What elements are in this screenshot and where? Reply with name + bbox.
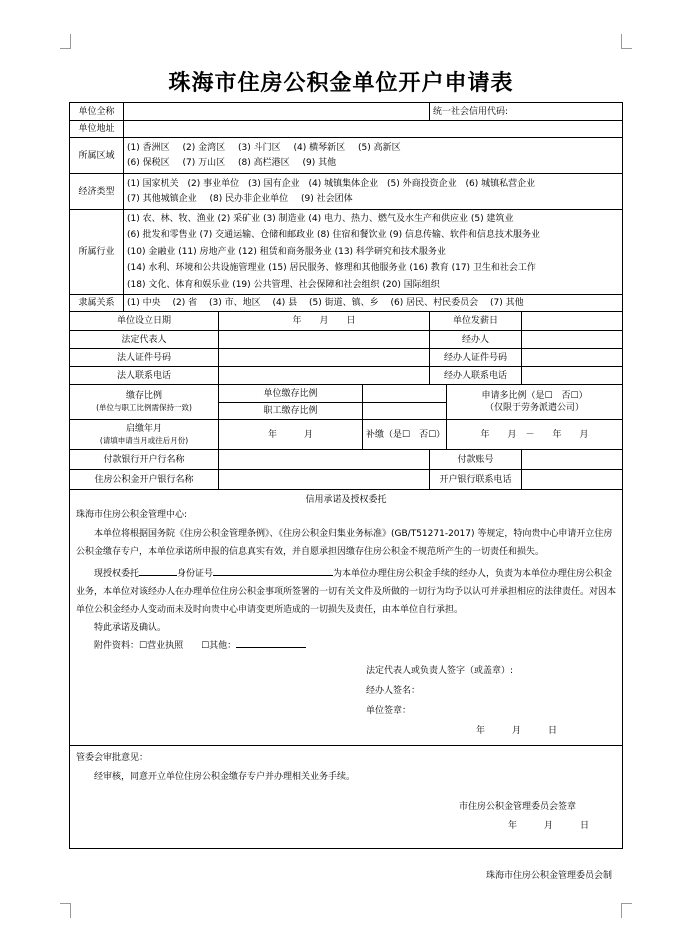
sign-legal[interactable]: 法定代表人或负责人签字（或盖章）:: [366, 666, 514, 676]
deposit-ratio-cell: [70, 385, 219, 420]
pay-account-input[interactable]: [522, 450, 623, 470]
affiliation-options: [124, 295, 623, 312]
economic-type-options: [124, 174, 623, 210]
label-unit-ratio: 单位缴存比例: [219, 385, 363, 403]
approval-seal: 市住房公积金管理委员会签章: [459, 802, 577, 812]
district-option[interactable]: (3) 斗门区: [238, 142, 281, 153]
label-affiliation: 隶属关系: [70, 295, 124, 312]
approval-heading: 管委会审批意见：: [76, 753, 149, 763]
handler-input[interactable]: [522, 331, 623, 349]
bank-phone-input[interactable]: [522, 470, 623, 490]
district-option[interactable]: (1) 香洲区: [127, 142, 170, 153]
pay-bank-name-input[interactable]: [219, 450, 430, 470]
attachments-line: [76, 637, 616, 655]
setup-date-input[interactable]: 年 月 日: [219, 312, 430, 331]
label-bank-phone: 开户银行联系电话: [430, 470, 522, 490]
econ-option[interactable]: (4) 城镇集体企业: [308, 178, 379, 189]
id-number-blank[interactable]: [213, 565, 333, 576]
label-deposit-ratio: 缴存比例: [125, 391, 162, 401]
econ-option[interactable]: (3) 国有企业: [248, 178, 300, 189]
crop-mark-top-right: [621, 34, 632, 49]
label-staff-ratio: 职工缴存比例: [219, 403, 363, 420]
crop-mark-bottom-right: [621, 903, 632, 918]
commitment-paragraph-1: 本单位将根据国务院《住房公积金管理条例》、《住房公积金归集业务标准》(GB/T51271-2017) 等规定，特向贵中心申请开立住房公积金缴存专户，本单位承诺所申报的信息真实有效，并自愿承担因缴存住房公积金不规范所产生的一切责任和损失。: [76, 529, 613, 557]
crop-mark-bottom-left: [60, 903, 71, 918]
sign-unit[interactable]: 单位签章：: [366, 706, 412, 716]
apply-multi-note: （仅限于劳务派遣公司）: [485, 403, 585, 413]
industry-line[interactable]: (6) 批发和零售业 (7) 交通运输、仓储和邮政业 (8) 住宿和餐饮业 (9) 信息传输、软件和信息技术服务业: [127, 230, 541, 241]
footer-issuer: 珠海市住房公积金管理委员会制: [485, 871, 612, 881]
unit-ratio-input[interactable]: [363, 385, 447, 403]
authorize-text-c: 为本单位办理住房公积金手续的经办人，负责为本单位办理住房公积金业务，本单位对该经办人在办理单位住房公积金事项所签署的一切有关文件及所做的一切行为均予以认可并承担相应的法律责任。对因本单位公积金经办人变动而未及时向贵中心申请变更所造成的一切损失及责任，由本单位自行承担。: [76, 569, 617, 615]
district-option[interactable]: (5) 高新区: [358, 142, 401, 153]
commitment-section: [70, 490, 623, 746]
approval-section: [70, 746, 623, 849]
label-pay-account: 付款账号: [430, 450, 522, 470]
start-month-cell: [70, 420, 219, 450]
label-unit-name: 单位全称: [70, 103, 124, 121]
affiliation-option[interactable]: (4) 县: [272, 298, 298, 308]
district-options: [124, 138, 623, 174]
district-option[interactable]: (6) 保税区: [127, 157, 170, 168]
label-fund-bank-name: 住房公积金开户银行名称: [70, 470, 219, 490]
start-month-note: (请填申请当月或往后月份): [99, 435, 189, 445]
district-option[interactable]: (2) 金湾区: [182, 142, 226, 153]
industry-line[interactable]: (1) 农、林、牧、渔业 (2) 采矿业 (3) 制造业 (4) 电力、热力、燃气及水生产和供应业 (5) 建筑业: [127, 213, 514, 224]
legal-rep-input[interactable]: [219, 331, 430, 349]
label-district: 所属区域: [70, 138, 124, 174]
district-option[interactable]: (4) 横琴新区: [293, 142, 346, 153]
commitment-date[interactable]: 年 月 日: [476, 726, 558, 736]
authorize-text-b: 身份证号: [177, 569, 214, 579]
unit-address-input[interactable]: [124, 121, 623, 138]
apply-multi-ratio[interactable]: 申请多比例（是☐ 否☐）: [481, 391, 588, 401]
label-start-month: 启缴年月: [125, 423, 162, 434]
multi-ratio-cell: [447, 385, 623, 420]
industry-line[interactable]: (18) 文化、体育和娱乐业 (19) 公共管理、社会保障和社会组织 (20) 国际组织: [127, 279, 440, 290]
handler-phone-input[interactable]: [522, 367, 623, 385]
label-legal-phone: 法人联系电话: [70, 367, 219, 385]
legal-phone-input[interactable]: [219, 367, 430, 385]
affiliation-option[interactable]: (3) 市、地区: [209, 298, 261, 308]
affiliation-option[interactable]: (5) 街道、镇、乡: [309, 298, 379, 308]
application-form-table: [69, 102, 623, 849]
econ-option[interactable]: (5) 外商投资企业: [387, 178, 457, 189]
district-option[interactable]: (7) 万山区: [182, 157, 226, 168]
payday-input[interactable]: [522, 312, 623, 331]
label-unit-address: 单位地址: [70, 121, 124, 138]
sign-handler[interactable]: 经办人签名：: [366, 686, 421, 696]
authorized-person-blank[interactable]: [139, 565, 177, 576]
credit-code-cell[interactable]: [430, 103, 623, 121]
authorize-text-a: 现授权委托: [94, 569, 140, 579]
econ-option[interactable]: (7) 其他城镇企业: [127, 193, 197, 204]
affiliation-option[interactable]: (7) 其他: [490, 298, 524, 308]
label-pay-bank-name: 付款银行开户行名称: [70, 450, 219, 470]
econ-option[interactable]: (2) 事业单位: [187, 178, 240, 189]
district-option[interactable]: (8) 高栏港区: [238, 157, 290, 168]
label-handler: 经办人: [430, 331, 522, 349]
form-title: 珠海市住房公积金单位开户申请表: [168, 71, 514, 96]
unit-name-input[interactable]: [124, 103, 430, 121]
approval-date[interactable]: 年 月 日: [508, 821, 590, 831]
staff-ratio-input[interactable]: [363, 403, 447, 420]
industry-options: [124, 210, 623, 295]
label-handler-id: 经办人证件号码: [430, 349, 522, 367]
attachments-label[interactable]: 附件资料：☐营业执照 ☐其他：: [94, 641, 237, 651]
affiliation-option[interactable]: (2) 省: [172, 298, 198, 308]
handler-id-input[interactable]: [522, 349, 623, 367]
label-legal-id: 法人证件号码: [70, 349, 219, 367]
crop-mark-top-left: [60, 34, 71, 49]
econ-option[interactable]: (8) 民办非企业单位: [209, 193, 289, 204]
district-option[interactable]: (9) 其他: [302, 157, 337, 168]
commitment-paragraph-3: 特此承诺及确认。: [94, 623, 167, 633]
label-setup-date: 单位设立日期: [70, 312, 219, 331]
industry-line[interactable]: (14) 水利、环境和公共设施管理业 (15) 居民服务、修理和其他服务业 (16) 教育 (17) 卫生和社会工作: [127, 263, 536, 274]
label-industry: 所属行业: [70, 210, 124, 295]
econ-option[interactable]: (9) 社会团体: [301, 193, 353, 204]
industry-line[interactable]: (10) 金融业 (11) 房地产业 (12) 租赁和商务服务业 (13) 科学研究和技术服务业: [127, 246, 446, 257]
commitment-paragraph-2: [76, 565, 616, 619]
commitment-heading: 信用承诺及授权委托: [305, 495, 387, 505]
affiliation-option[interactable]: (1) 中央: [127, 298, 161, 308]
affiliation-option[interactable]: (6) 居民、村民委员会: [390, 298, 479, 308]
label-legal-rep: 法定代表人: [70, 331, 219, 349]
commitment-addressee: 珠海市住房公积金管理中心:: [76, 510, 188, 520]
fund-bank-name-input[interactable]: [219, 470, 430, 490]
label-economic-type: 经济类型: [70, 174, 124, 210]
supplement-range-input[interactable]: 年 月 － 年 月: [447, 420, 623, 450]
econ-option[interactable]: (1) 国家机关: [127, 178, 179, 189]
label-payday: 单位发薪日: [430, 312, 522, 331]
econ-option[interactable]: (6) 城镇私营企业: [465, 178, 536, 189]
start-month-input[interactable]: 年 月: [219, 420, 363, 450]
supplement-option[interactable]: 补缴（是☐ 否☐）: [363, 420, 447, 450]
label-handler-phone: 经办人联系电话: [430, 367, 522, 385]
legal-id-input[interactable]: [219, 349, 430, 367]
label-credit-code: 统一社会信用代码:: [433, 106, 509, 117]
deposit-ratio-note: (单位与职工比例需保持一致): [96, 403, 192, 412]
approval-text: 经审核，同意开立单位住房公积金缴存专户并办理相关业务手续。: [94, 772, 356, 782]
other-attachment-blank[interactable]: [236, 637, 306, 648]
